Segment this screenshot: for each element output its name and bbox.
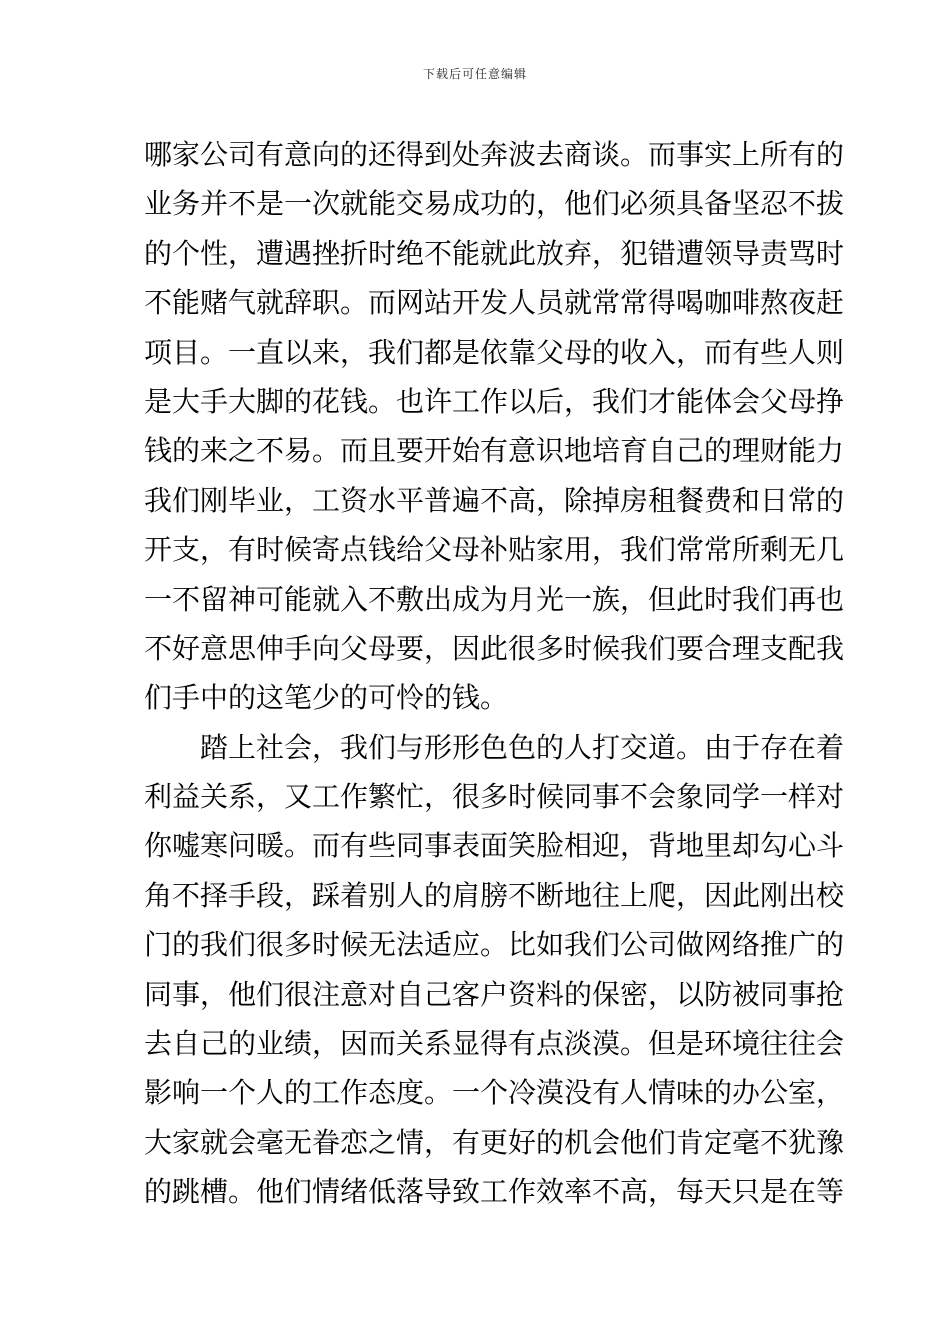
text-line: 不好意思伸手向父母要，因此很多时候我们要合理支配我: [144, 631, 845, 665]
text-line: 哪家公司有意向的还得到处奔波去商谈。而事实上所有的: [144, 138, 845, 171]
paragraph-1: [144, 130, 845, 723]
text-line: 业务并不是一次就能交易成功的，他们必须具备坚忍不拔: [144, 187, 845, 221]
text-line: 我们刚毕业，工资水平普遍不高，除掉房租餐费和日常的: [144, 483, 845, 517]
text-line: 项目。一直以来，我们都是依靠父母的收入，而有些人则: [144, 335, 845, 369]
text-line: 利益关系，又工作繁忙，很多时候同事不会象同学一样对: [144, 780, 845, 814]
text-line: 是大手大脚的花钱。也许工作以后，我们才能体会父母挣: [144, 384, 845, 418]
text-line: 的个性，遭遇挫折时绝不能就此放弃，犯错遭领导责骂时: [144, 236, 845, 270]
text-line-indented: 踏上社会，我们与形形色色的人打交道。由于存在着: [200, 730, 845, 764]
text-line: 角不择手段，踩着别人的肩膀不断地往上爬，因此刚出校: [144, 878, 845, 912]
text-line: 门的我们很多时候无法适应。比如我们公司做网络推广的: [144, 928, 845, 962]
text-line: 影响一个人的工作态度。一个冷漠没有人情味的办公室，: [144, 1076, 845, 1110]
text-line: 开支，有时候寄点钱给父母补贴家用，我们常常所剩无几: [144, 533, 845, 567]
text-line: 去自己的业绩，因而关系显得有点淡漠。但是环境往往会: [144, 1027, 845, 1061]
text-line: 大家就会毫无眷恋之情，有更好的机会他们肯定毫不犹豫: [144, 1125, 845, 1159]
text-line: 的跳槽。他们情绪低落导致工作效率不高，每天只是在等: [144, 1175, 845, 1209]
text-line: 们手中的这笔少的可怜的钱。: [144, 681, 509, 715]
text-line: 你嘘寒问暖。而有些同事表面笑脸相迎，背地里却勾心斗: [144, 829, 845, 863]
body-text: [144, 130, 845, 1217]
header-note: 下载后可任意编辑: [422, 67, 527, 81]
text-line: 钱的来之不易。而且要开始有意识地培育自己的理财能力: [144, 434, 845, 468]
text-line: 一不留神可能就入不敷出成为月光一族，但此时我们再也: [144, 582, 845, 616]
text-line: 同事，他们很注意对自己客户资料的保密，以防被同事抢: [144, 977, 845, 1011]
paragraph-2: [144, 723, 845, 1217]
text-line: 不能赌气就辞职。而网站开发人员就常常得喝咖啡熬夜赶: [144, 286, 845, 320]
